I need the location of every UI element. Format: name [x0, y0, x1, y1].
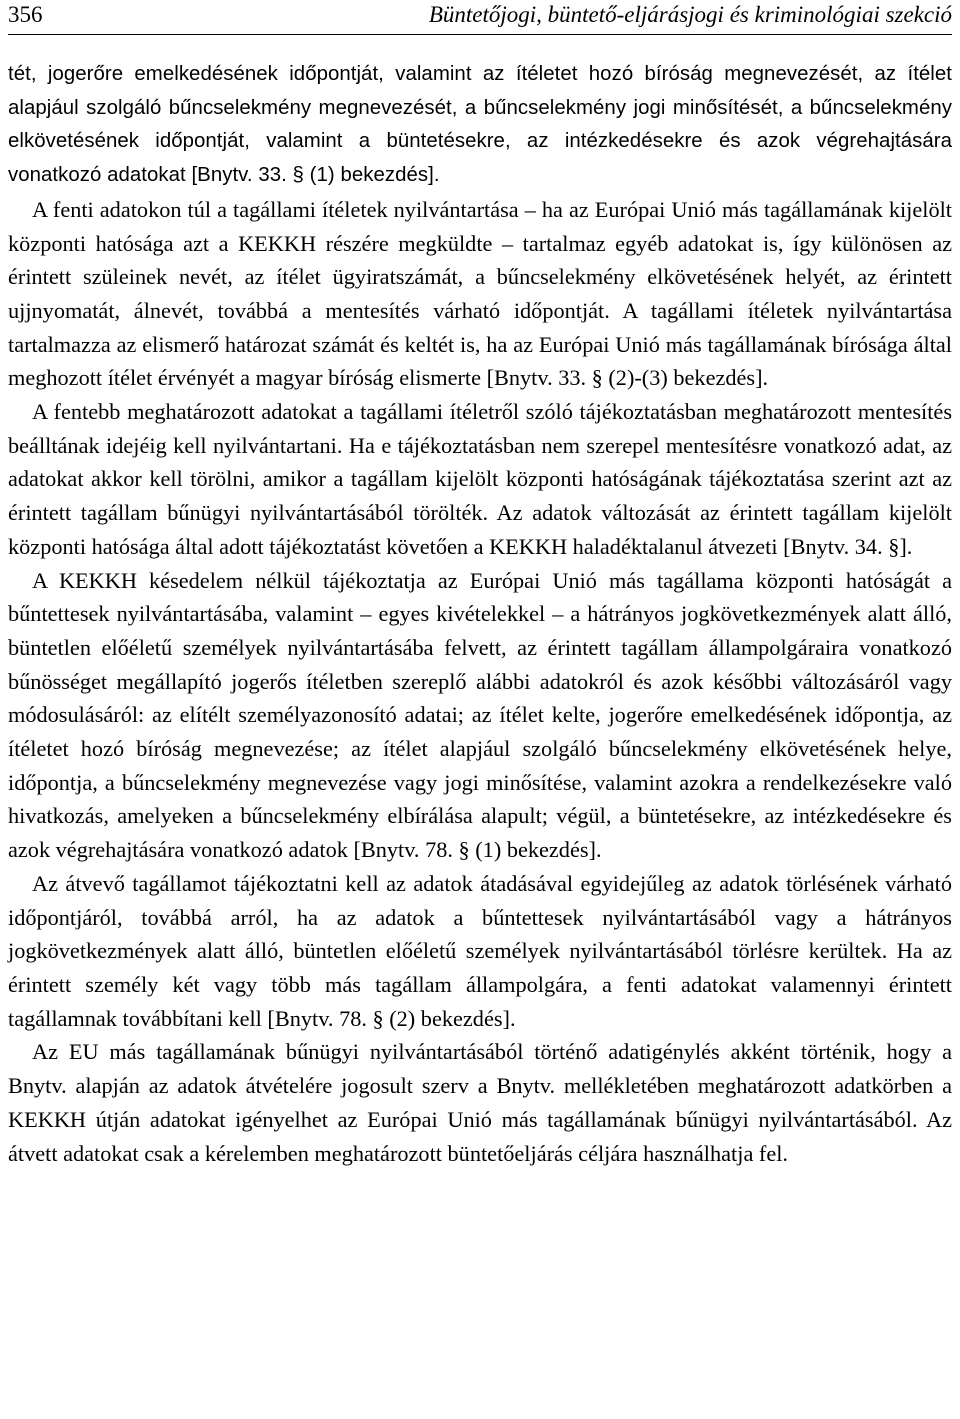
paragraph-6: Az EU más tagállamának bűnügyi nyilvántartásából történő adatigénylés akként történik, hogy a Bnytv. alapján az adatok átvételére jogosult szerv a Bnytv. mellékletében meghatározott adatkörben a KEKKH útján adatokat igényelhet az Európai Unió más tagállamának bűnügyi nyilvántartásából. Az átvett adatokat csak a kérelemben meghatározott büntetőeljárás céljára használhatja fel. — [8, 1039, 952, 1166]
paragraph-5: Az átvevő tagállamot tájékoztatni kell az adatok átadásával egyidejűleg az adatok törlésének várható időpontjáról, továbbá arról, ha az adatok a bűntettesek nyilvántartásából vagy a hátrányos jogkövetkezmények alatt álló, büntetlen előéletű személyek nyilvántartásából törlésre kerültek. Ha az érintett személy két vagy több más tagállam állampolgára, a fenti adatokat valamennyi érintett tagállamnak továbbítani kell [Bnytv. 78. § (2) bekezdés]. — [8, 870, 952, 1031]
running-header — [8, 0, 952, 35]
running-title: Büntetőjogi, büntető-eljárásjogi és kriminológiai szekció — [428, 2, 952, 27]
body-text — [8, 58, 952, 1170]
paragraph-2 — [8, 193, 952, 395]
paragraph-1: tét, jogerőre emelkedésének időpontját, valamint az ítéletet hozó bíróság megnevezését, az ítélet alapjául szolgáló bűncselekmény megnevezését, a bűncselekmény jogi minősítését, a bűncselekmény elkövetésének időpontját, valamint a büntetésekre, az intézkedésekre és azok végrehajtására vonatkozó adatokat [Bnytv. 33. § (1) bekezdés]. — [8, 63, 952, 187]
paragraph-2-part-2: A tagállami ítéletek nyilvántartása tartalmazza az elismerő határozat számát és keltét is, ha az Európai Unió más tagállamának bírósága által meghozott ítélet érvényét a magyar bíróság elismerte [Bnytv. 33. § (2)-(3) bekezdés]. — [8, 297, 952, 391]
paragraph-3: A fentebb meghatározott adatokat a tagállami ítéletről szóló tájékoztatásban meghatározott mentesítés beálltának idejéig kell nyilvántartani. Ha e tájékoztatásban nem szerepel mentesítésre vonatkozó adat, az adatokat akkor kell törölni, amikor a tagállam kijelölt központi hatóságának tájékoztatása szerint azt az érintett tagállam bűnügyi nyilvántartásából törölték. Az adatok változását az érintett tagállam kijelölt központi hatósága által adott tájékoztatást követően a KEKKH haladéktalanul átvezeti [Bnytv. 34. §]. — [8, 399, 952, 559]
page-number: 356 — [8, 2, 43, 27]
paragraph-2-part-1: A fenti adatokon túl a tagállami ítéletek nyilvántartása – ha az Európai Unió más tagállamának kijelölt központi hatósága azt a KEKKH részére megküldte – tartalmaz egyéb adatokat is, így különösen az érintett szüleinek nevét, az ítélet ügyiratszámát, a bűncselekmény elkövetésének helyét, az érintett ujjnyomatát, álnevét, továbbá a mentesítés várható időpontját. — [8, 196, 952, 323]
paragraph-4: A KEKKH késedelem nélkül tájékoztatja az Európai Unió más tagállama központi hatóságát a bűntettesek nyilvántartásába, valamint – egyes kivételekkel – a hátrányos jogkövetkezmények alatt álló, büntetlen előéletű személyek nyilvántartásába felvett, az érintett tagállam állampolgáraira vonatkozó bűnösséget megállapító jogerős ítéletben szereplő alábbi adatokról és azok későbbi változásáról vagy módosulásáról: az elítélt személyazonosító adatai; az ítélet kelte, jogerőre emelkedésének időpontja, az ítéletet hozó bíróság megnevezése; az ítélet alapjául szolgáló bűncselekmény elkövetésének helye, időpontja, a bűncselekmény megnevezése vagy jogi minősítése, valamint azokra a rendelkezésekre való hivatkozás, amelyeken a bűncselekmény elbírálása alapult; végül, a büntetésekre, az intézkedésekre és azok végrehajtására vonatkozó adatok [Bnytv. 78. § (1) bekezdés]. — [8, 567, 952, 863]
